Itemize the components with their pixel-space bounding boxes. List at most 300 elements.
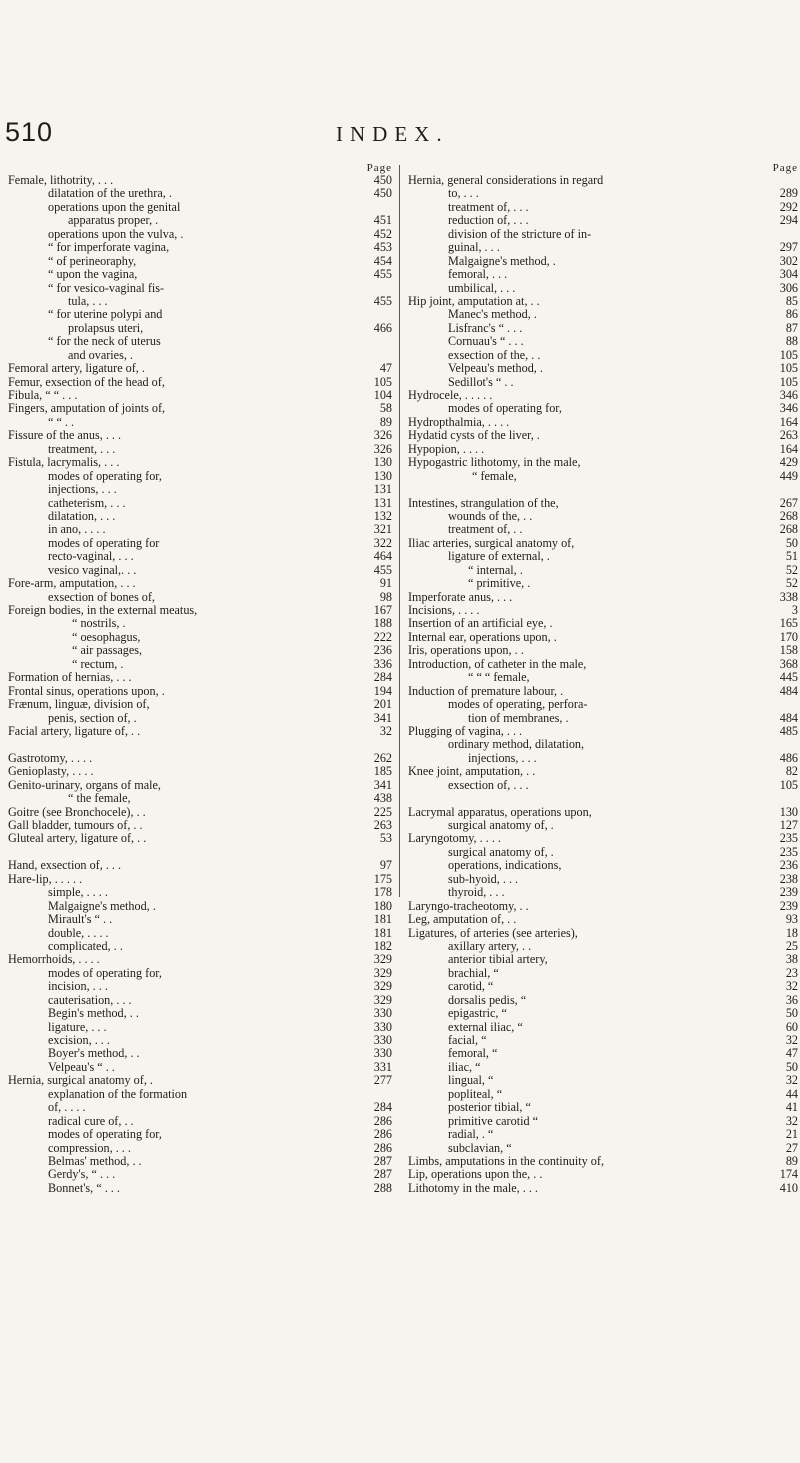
index-entry-text: Fibula, “ “ . . . bbox=[8, 388, 78, 402]
index-entry-page: 284 bbox=[373, 1100, 392, 1115]
index-entry bbox=[8, 201, 392, 214]
index-entry-page: 225 bbox=[373, 804, 392, 819]
index-entry bbox=[408, 604, 798, 617]
index-entry-text: Femur, exsection of the head of, bbox=[8, 374, 165, 389]
index-entry-page: 484 bbox=[779, 683, 798, 698]
index-entry-page: 130 bbox=[373, 468, 392, 483]
index-entry bbox=[408, 510, 798, 523]
index-entry-text: primitive carotid “ bbox=[448, 1113, 539, 1128]
index-entry-page: 47 bbox=[785, 1046, 798, 1061]
index-entry-text: injections, . . . bbox=[468, 750, 537, 765]
index-entry-list-left bbox=[8, 174, 392, 1195]
index-entry-text: “ female, bbox=[472, 468, 517, 483]
index-entry bbox=[8, 1101, 392, 1114]
index-entry-page: 52 bbox=[785, 562, 798, 577]
index-entry bbox=[8, 335, 392, 348]
index-entry bbox=[408, 523, 798, 536]
index-entry-page: 304 bbox=[779, 267, 798, 282]
index-entry-text: Hare-lip, . . . . . bbox=[8, 871, 83, 886]
index-entry bbox=[408, 416, 798, 429]
index-entry-text: operations, indications, bbox=[448, 858, 562, 873]
index-entry-page: 91 bbox=[379, 576, 392, 591]
index-entry-page: 277 bbox=[373, 1073, 392, 1088]
index-entry-text: cauterisation, . . . bbox=[48, 992, 132, 1007]
index-entry-page: 50 bbox=[785, 1006, 798, 1021]
index-entry bbox=[8, 953, 392, 966]
index-entry bbox=[8, 187, 392, 200]
index-entry-page: 38 bbox=[785, 952, 798, 967]
index-entry-page: 32 bbox=[785, 979, 798, 994]
index-entry-page: 236 bbox=[779, 858, 798, 873]
index-entry bbox=[408, 564, 798, 577]
index-entry-text: surgical anatomy of, . bbox=[448, 818, 554, 832]
index-entry-text: Hydrocele, . . . . . bbox=[408, 388, 493, 402]
index-entry-page: 178 bbox=[373, 885, 392, 900]
index-entry-text: modes of operating, perfora- bbox=[448, 697, 588, 712]
index-entry-text: Internal ear, operations upon, . bbox=[408, 629, 557, 644]
index-entry-page: 52 bbox=[785, 576, 798, 591]
index-entry-text: double, . . . . bbox=[48, 925, 109, 940]
index-entry-text: Mirault's “ . . bbox=[48, 912, 113, 927]
index-entry-text: Lip, operations upon the, . . bbox=[408, 1167, 543, 1182]
index-entry-text: Plugging of vagina, . . . bbox=[408, 723, 523, 738]
index-entry bbox=[408, 819, 798, 832]
index-entry-page: 294 bbox=[779, 213, 798, 228]
index-entry bbox=[8, 537, 392, 550]
index-entry-page: 41 bbox=[785, 1100, 798, 1115]
index-entry-text: of, . . . . bbox=[48, 1100, 86, 1115]
section-gap bbox=[8, 846, 392, 859]
index-entry-text: external iliac, “ bbox=[448, 1019, 523, 1034]
index-entry-page: 286 bbox=[373, 1113, 392, 1128]
index-entry-page: 36 bbox=[785, 992, 798, 1007]
index-entry-text: “ for uterine polypi and bbox=[48, 307, 163, 322]
index-entry-page: 268 bbox=[779, 522, 798, 537]
index-entry-text: Gerdy's, “ . . . bbox=[48, 1167, 116, 1182]
index-entry-page: 105 bbox=[779, 361, 798, 376]
index-entry-page: 51 bbox=[785, 549, 798, 564]
index-entry bbox=[8, 994, 392, 1007]
index-entry-text: umbilical, . . . bbox=[448, 280, 516, 295]
index-entry bbox=[408, 1142, 798, 1155]
index-entry-text: modes of operating for, bbox=[448, 401, 562, 416]
index-entry-text: Iris, operations upon, . . bbox=[408, 643, 524, 658]
index-entry bbox=[8, 967, 392, 980]
index-entry-text: Female, lithotrity, . . . bbox=[8, 173, 114, 187]
index-entry-text: reduction of, . . . bbox=[448, 213, 529, 228]
index-entry bbox=[408, 1168, 798, 1181]
index-entry-page: 85 bbox=[785, 293, 798, 308]
index-entry bbox=[408, 832, 798, 845]
index-entry-text: Sedillot's “ . . bbox=[448, 374, 514, 389]
index-entry-page: 262 bbox=[373, 750, 392, 765]
index-column-left bbox=[8, 162, 392, 1195]
index-entry bbox=[8, 497, 392, 510]
index-entry bbox=[8, 779, 392, 792]
index-entry-text: Femoral artery, ligature of, . bbox=[8, 361, 145, 376]
index-entry-page: 181 bbox=[373, 912, 392, 927]
index-entry bbox=[408, 644, 798, 657]
index-entry bbox=[8, 980, 392, 993]
index-entry-page: 429 bbox=[779, 455, 798, 470]
index-entry-text: Induction of premature labour, . bbox=[408, 683, 564, 698]
index-entry bbox=[408, 335, 798, 348]
index-entry bbox=[8, 174, 392, 187]
index-entry bbox=[408, 1034, 798, 1047]
index-entry bbox=[8, 698, 392, 711]
index-entry bbox=[8, 228, 392, 241]
index-entry-text: Fingers, amputation of joints of, bbox=[8, 401, 166, 416]
index-entry bbox=[8, 1047, 392, 1060]
section-gap bbox=[408, 483, 798, 496]
index-entry-page: 25 bbox=[785, 938, 798, 953]
index-entry bbox=[8, 456, 392, 469]
index-entry bbox=[408, 228, 798, 241]
index-entry bbox=[408, 470, 798, 483]
index-entry-text: division of the stricture of in- bbox=[448, 226, 592, 241]
index-entry bbox=[408, 886, 798, 899]
index-entry-text: modes of operating for bbox=[48, 535, 160, 550]
index-entry bbox=[8, 591, 392, 604]
index-entry bbox=[8, 644, 392, 657]
index-entry-page: 167 bbox=[373, 603, 392, 617]
index-entry-text: tula, . . . bbox=[68, 293, 108, 308]
index-entry bbox=[8, 1168, 392, 1181]
index-entry-text: Begin's method, . . bbox=[48, 1006, 139, 1021]
index-entry-page: 449 bbox=[779, 468, 798, 483]
index-entry bbox=[408, 187, 798, 200]
index-entry-page: 105 bbox=[779, 374, 798, 389]
index-entry bbox=[8, 268, 392, 281]
index-entry-page: 82 bbox=[785, 764, 798, 779]
index-entry-text: Hand, exsection of, . . . bbox=[8, 858, 122, 873]
index-entry-page: 104 bbox=[373, 388, 392, 402]
index-entry-text: Ligatures, of arteries (see arteries), bbox=[408, 925, 578, 940]
index-entry-page: 60 bbox=[785, 1019, 798, 1034]
index-entry-text: “ nostrils, . bbox=[72, 616, 126, 631]
index-entry-text: Hernia, surgical anatomy of, . bbox=[8, 1073, 153, 1088]
index-entry bbox=[408, 537, 798, 550]
index-entry-text: Gastrotomy, . . . . bbox=[8, 750, 93, 765]
index-entry-text: Incisions, . . . . bbox=[408, 603, 480, 617]
index-entry-page: 175 bbox=[373, 871, 392, 886]
index-entry-text: Genioplasty, . . . . bbox=[8, 764, 94, 779]
index-entry-page: 368 bbox=[779, 656, 798, 671]
index-entry bbox=[408, 295, 798, 308]
index-entry-page: 130 bbox=[779, 804, 798, 819]
index-entry-page: 127 bbox=[779, 818, 798, 832]
index-entry-page: 326 bbox=[373, 441, 392, 456]
index-entry-text: explanation of the formation bbox=[48, 1086, 188, 1101]
index-entry bbox=[408, 806, 798, 819]
index-entry-text: Insertion of an artificial eye, . bbox=[408, 616, 553, 631]
index-entry bbox=[408, 779, 798, 792]
index-entry-page: 321 bbox=[373, 522, 392, 537]
index-entry-text: apparatus proper, . bbox=[68, 213, 159, 228]
index-entry-page: 329 bbox=[373, 952, 392, 967]
index-entry-text: recto-vaginal, . . . bbox=[48, 549, 134, 564]
index-entry-page: 288 bbox=[373, 1180, 392, 1195]
index-entry-page: 341 bbox=[373, 710, 392, 725]
index-entry bbox=[8, 483, 392, 496]
index-entry bbox=[408, 631, 798, 644]
index-entry-text: simple, . . . . bbox=[48, 885, 108, 900]
index-entry-page: 222 bbox=[373, 629, 392, 644]
index-entry-text: exsection of bones of, bbox=[48, 589, 155, 604]
index-column-right bbox=[408, 162, 798, 1195]
index-entry-page: 235 bbox=[779, 831, 798, 846]
index-entry bbox=[408, 255, 798, 268]
index-entry bbox=[8, 658, 392, 671]
index-entry-text: Malgaigne's method, . bbox=[448, 253, 556, 268]
index-entry bbox=[8, 523, 392, 536]
page-number: 510 bbox=[5, 117, 54, 147]
index-entry bbox=[408, 1155, 798, 1168]
index-entry-page: 86 bbox=[785, 307, 798, 322]
index-entry-page: 329 bbox=[373, 965, 392, 980]
index-entry-page: 165 bbox=[779, 616, 798, 631]
index-entry-page: 453 bbox=[373, 240, 392, 255]
index-entry-text: Hypogastric lithotomy, in the male, bbox=[408, 455, 581, 470]
index-entry-text: “ “ “ female, bbox=[468, 670, 530, 685]
index-entry-text: femoral, . . . bbox=[448, 267, 508, 282]
index-entry bbox=[8, 1128, 392, 1141]
index-entry-text: Hypopion, . . . . bbox=[408, 441, 485, 456]
index-entry bbox=[408, 591, 798, 604]
index-entry-page: 236 bbox=[373, 643, 392, 658]
index-entry bbox=[8, 859, 392, 872]
index-entry-text: carotid, “ bbox=[448, 979, 494, 994]
index-entry bbox=[8, 295, 392, 308]
index-entry bbox=[8, 1007, 392, 1020]
index-entry-page: 238 bbox=[779, 871, 798, 886]
index-entry-text: ligature, . . . bbox=[48, 1019, 107, 1034]
index-entry bbox=[408, 913, 798, 926]
index-entry-page: 89 bbox=[379, 414, 392, 429]
index-entry-text: dilatation of the urethra, . bbox=[48, 186, 172, 201]
index-entry bbox=[408, 1074, 798, 1087]
index-entry bbox=[8, 376, 392, 389]
index-entry bbox=[8, 389, 392, 402]
index-entry-text: brachial, “ bbox=[448, 965, 499, 980]
index-entry bbox=[8, 1061, 392, 1074]
index-entry bbox=[408, 617, 798, 630]
index-entry bbox=[408, 550, 798, 563]
index-entry bbox=[8, 752, 392, 765]
index-entry bbox=[408, 389, 798, 402]
index-entry-page: 44 bbox=[785, 1086, 798, 1101]
index-entry bbox=[8, 1155, 392, 1168]
index-entry-text: modes of operating for, bbox=[48, 1127, 162, 1142]
index-entry bbox=[408, 752, 798, 765]
index-entry bbox=[408, 349, 798, 362]
index-entry-text: lingual, “ bbox=[448, 1073, 494, 1088]
index-entry bbox=[408, 725, 798, 738]
index-entry-page: 201 bbox=[373, 697, 392, 712]
index-entry-page: 89 bbox=[785, 1153, 798, 1168]
index-entry bbox=[408, 282, 798, 295]
index-entry bbox=[8, 604, 392, 617]
index-entry-page: 27 bbox=[785, 1140, 798, 1155]
index-entry-text: incision, . . . bbox=[48, 979, 108, 994]
index-entry-text: Lisfranc's “ . . . bbox=[448, 320, 523, 335]
index-entry-page: 287 bbox=[373, 1153, 392, 1168]
index-entry bbox=[408, 362, 798, 375]
index-entry-page: 97 bbox=[379, 858, 392, 873]
index-entry bbox=[408, 268, 798, 281]
page-header bbox=[0, 117, 800, 151]
index-entry bbox=[8, 671, 392, 684]
index-entry-page: 329 bbox=[373, 979, 392, 994]
index-entry-page: 164 bbox=[779, 414, 798, 429]
index-entry-text: and ovaries, . bbox=[68, 347, 133, 362]
index-entry-text: Imperforate anus, . . . bbox=[408, 589, 513, 604]
index-entry bbox=[8, 470, 392, 483]
index-entry-text: dorsalis pedis, “ bbox=[448, 992, 527, 1007]
index-entry-text: Belmas' method, . . bbox=[48, 1153, 142, 1168]
index-entry-text: Fissure of the anus, . . . bbox=[8, 428, 122, 443]
index-entry-page: 50 bbox=[785, 535, 798, 550]
index-entry-page: 267 bbox=[779, 495, 798, 510]
index-entry-text: iliac, “ bbox=[448, 1059, 481, 1074]
index-entry bbox=[408, 376, 798, 389]
index-entry-page: 130 bbox=[373, 455, 392, 470]
index-entry bbox=[408, 497, 798, 510]
index-entry bbox=[8, 1034, 392, 1047]
index-entry bbox=[8, 1021, 392, 1034]
index-entry-text: Foreign bodies, in the external meatus, bbox=[8, 603, 198, 617]
index-entry bbox=[408, 1182, 798, 1195]
index-entry-text: facial, “ bbox=[448, 1033, 487, 1047]
index-entry-page: 410 bbox=[779, 1180, 798, 1195]
index-entry bbox=[8, 255, 392, 268]
index-entry-page: 330 bbox=[373, 1033, 392, 1047]
index-entry-text: Frontal sinus, operations upon, . bbox=[8, 683, 165, 698]
index-entry bbox=[408, 967, 798, 980]
index-entry-text: thyroid, . . . bbox=[448, 885, 505, 900]
index-entry-text: Hip joint, amputation at, . . bbox=[408, 293, 540, 308]
index-entry-page: 47 bbox=[379, 361, 392, 376]
index-entry-text: compression, . . . bbox=[48, 1140, 131, 1155]
index-entry-text: ligature of external, . bbox=[448, 549, 550, 564]
index-entry-text: Malgaigne's method, . bbox=[48, 898, 156, 913]
index-entry-text: Boyer's method, . . bbox=[48, 1046, 140, 1061]
index-entry bbox=[8, 564, 392, 577]
index-entry bbox=[8, 886, 392, 899]
index-entry-page: 450 bbox=[373, 186, 392, 201]
index-entry bbox=[8, 685, 392, 698]
index-entry-page: 23 bbox=[785, 965, 798, 980]
index-entry-page: 338 bbox=[779, 589, 798, 604]
index-entry-page: 105 bbox=[373, 374, 392, 389]
index-entry bbox=[408, 712, 798, 725]
index-entry-page: 180 bbox=[373, 898, 392, 913]
index-entry-text: Fistula, lacrymalis, . . . bbox=[8, 455, 120, 470]
index-entry bbox=[408, 577, 798, 590]
index-entry-text: to, . . . bbox=[448, 186, 479, 201]
index-entry-page: 32 bbox=[785, 1113, 798, 1128]
index-entry-page: 330 bbox=[373, 1006, 392, 1021]
index-entry bbox=[8, 806, 392, 819]
index-entry-page: 286 bbox=[373, 1140, 392, 1155]
index-entry-page: 346 bbox=[779, 388, 798, 402]
index-entry-page: 239 bbox=[779, 898, 798, 913]
index-entry bbox=[408, 429, 798, 442]
index-entry-page: 466 bbox=[373, 320, 392, 335]
index-entry-text: Gall bladder, tumours of, . . bbox=[8, 818, 143, 832]
index-entry bbox=[8, 402, 392, 415]
index-entry-text: excision, . . . bbox=[48, 1033, 110, 1047]
index-entry bbox=[408, 402, 798, 415]
index-entry-text: Hemorrhoids, . . . . bbox=[8, 952, 100, 967]
index-entry bbox=[408, 738, 798, 751]
index-entry-text: vesico vaginal,. . . bbox=[48, 562, 137, 577]
index-entry-page: 445 bbox=[779, 670, 798, 685]
index-entry-page: 53 bbox=[379, 831, 392, 846]
index-entry bbox=[408, 940, 798, 953]
index-entry-text: Velpeau's “ . . bbox=[48, 1059, 115, 1074]
index-entry bbox=[8, 349, 392, 362]
index-entry-page: 239 bbox=[779, 885, 798, 900]
index-entry-text: dilatation, . . . bbox=[48, 508, 116, 523]
section-gap bbox=[8, 738, 392, 751]
index-entry-page: 32 bbox=[785, 1033, 798, 1047]
index-entry-page: 131 bbox=[373, 482, 392, 497]
index-entry-text: Formation of hernias, . . . bbox=[8, 670, 132, 685]
index-entry-page: 451 bbox=[373, 213, 392, 228]
index-entry-page: 132 bbox=[373, 508, 392, 523]
index-entry bbox=[408, 214, 798, 227]
index-entry-page: 181 bbox=[373, 925, 392, 940]
index-entry bbox=[8, 1142, 392, 1155]
index-entry bbox=[408, 456, 798, 469]
index-entry-page: 235 bbox=[779, 844, 798, 859]
index-entry bbox=[408, 873, 798, 886]
index-entry bbox=[8, 510, 392, 523]
index-entry-text: operations upon the genital bbox=[48, 199, 181, 214]
page-column-heading-right: Page bbox=[772, 162, 798, 174]
index-entry-page: 98 bbox=[379, 589, 392, 604]
index-entry bbox=[8, 282, 392, 295]
index-entry-text: “ rectum, . bbox=[72, 656, 124, 671]
index-entry-text: in ano, . . . . bbox=[48, 522, 106, 537]
index-entry-text: radical cure of, . . bbox=[48, 1113, 134, 1128]
index-entry-list-right bbox=[408, 174, 798, 1195]
index-entry-text: “ oesophagus, bbox=[72, 629, 141, 644]
index-entry-text: penis, section of, . bbox=[48, 710, 137, 725]
index-entry-page: 330 bbox=[373, 1046, 392, 1061]
index-entry-page: 18 bbox=[785, 925, 798, 940]
index-entry-page: 188 bbox=[373, 616, 392, 631]
index-entry bbox=[408, 846, 798, 859]
index-entry bbox=[408, 1047, 798, 1060]
index-entry-page: 58 bbox=[379, 401, 392, 416]
index-entry-page: 330 bbox=[373, 1019, 392, 1034]
index-entry-text: Lithotomy in the male, . . . bbox=[408, 1180, 538, 1195]
index-entry-page: 105 bbox=[779, 347, 798, 362]
index-entry-page: 3 bbox=[791, 603, 798, 617]
index-entry-text: Hernia, general considerations in regard bbox=[408, 173, 604, 187]
index-entry bbox=[408, 1115, 798, 1128]
index-entry-text: Facial artery, ligature of, . . bbox=[8, 723, 141, 738]
index-entry-text: tion of membranes, . bbox=[468, 710, 569, 725]
index-entry bbox=[408, 980, 798, 993]
index-entry-page: 93 bbox=[785, 912, 798, 927]
index-entry-text: “ upon the vagina, bbox=[48, 267, 138, 282]
index-entry bbox=[8, 308, 392, 321]
index-entry-text: femoral, “ bbox=[448, 1046, 498, 1061]
index-entry-text: “ of perineoraphy, bbox=[48, 253, 137, 268]
